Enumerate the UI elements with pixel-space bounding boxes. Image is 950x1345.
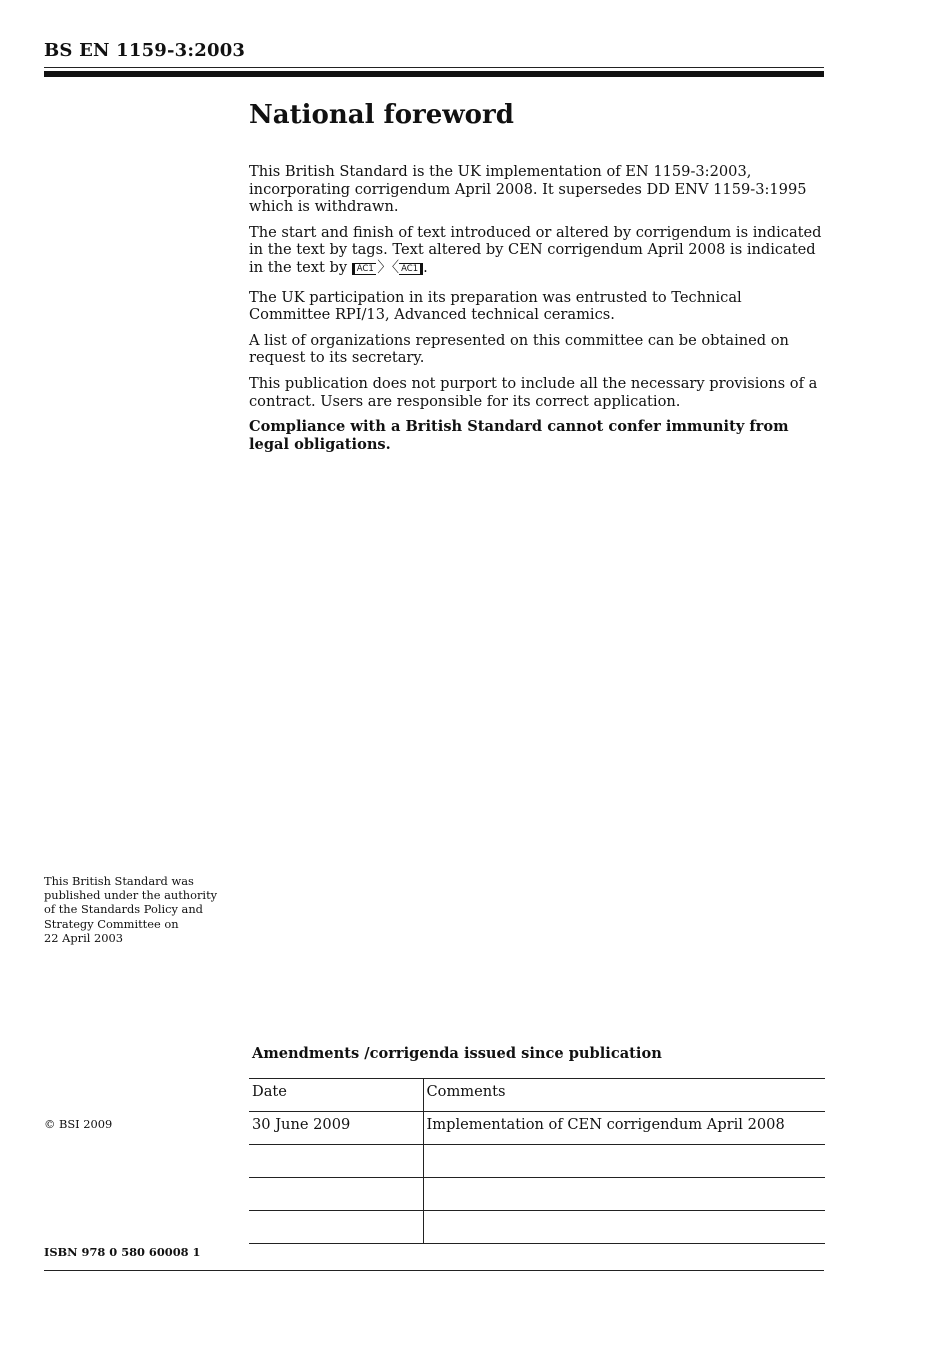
- table-header-row: [249, 1079, 825, 1112]
- publication-note: [44, 874, 234, 945]
- header-rule-thick: [44, 71, 824, 77]
- header-date: Date: [249, 1079, 423, 1112]
- cell-comments: [423, 1211, 825, 1244]
- cell-date: [249, 1178, 423, 1211]
- paragraph-tags: [249, 224, 825, 277]
- foreword-body: [249, 163, 825, 461]
- header-rule-thin: [44, 67, 824, 68]
- tags-end: .: [423, 258, 428, 276]
- cell-date: [249, 1211, 423, 1244]
- cell-date: [249, 1145, 423, 1178]
- document-id: BS EN 1159-3:2003: [44, 40, 246, 61]
- page-title: National foreword: [249, 100, 514, 130]
- cell-date: 30 June 2009: [249, 1112, 423, 1145]
- amendments-title: Amendments /corrigenda issued since publication: [252, 1045, 662, 1062]
- paragraph-organizations: A list of organizations represented on this committee can be obtained on request to its secretary.: [249, 331, 789, 367]
- note-line: published under the authority: [44, 888, 218, 903]
- table-row: [249, 1112, 825, 1145]
- tags-text: The start and finish of text introduced or altered by corrigendum is indicated in the text by tags. Text altered by CEN corrigendum April 2008 is indicated in the text by: [249, 223, 822, 276]
- corrigendum-end-tag-icon: AC1: [399, 263, 423, 275]
- note-line: of the Standards Policy and: [44, 902, 203, 917]
- tag-close-arrow: 〈: [391, 258, 400, 276]
- cell-comments: [423, 1145, 825, 1178]
- note-line: This British Standard was: [44, 874, 194, 888]
- paragraph-implementation: This British Standard is the UK implementation of EN 1159-3:2003, incorporating corrigendum April 2008. It supersedes DD ENV 1159-3:1995 which is withdrawn.: [249, 163, 807, 216]
- isbn-number: ISBN 978 0 580 60008 1: [44, 1245, 201, 1259]
- table-row: [249, 1178, 825, 1211]
- note-line: 22 April 2003: [44, 930, 123, 945]
- cell-comments: [423, 1178, 825, 1211]
- note-line: Strategy Committee on: [44, 916, 179, 931]
- paragraph-committee: The UK participation in its preparation was entrusted to Technical Committee RPI/13, Advanced technical ceramics.: [249, 288, 742, 324]
- header-comments: Comments: [423, 1079, 825, 1112]
- corrigendum-start-tag-icon: AC1: [352, 263, 376, 275]
- table-row: [249, 1211, 825, 1244]
- copyright-notice: © BSI 2009: [44, 1117, 113, 1131]
- tag-open-arrow: 〉: [377, 258, 392, 276]
- amendments-table: [249, 1078, 825, 1244]
- paragraph-compliance: Compliance with a British Standard cannot confer immunity from legal obligations.: [249, 418, 789, 453]
- table-row: [249, 1145, 825, 1178]
- footer-rule: [44, 1270, 824, 1271]
- paragraph-provisions: This publication does not purport to include all the necessary provisions of a contract. Users are responsible for its correct application.: [249, 374, 818, 410]
- cell-comments: Implementation of CEN corrigendum April 2008: [423, 1112, 825, 1145]
